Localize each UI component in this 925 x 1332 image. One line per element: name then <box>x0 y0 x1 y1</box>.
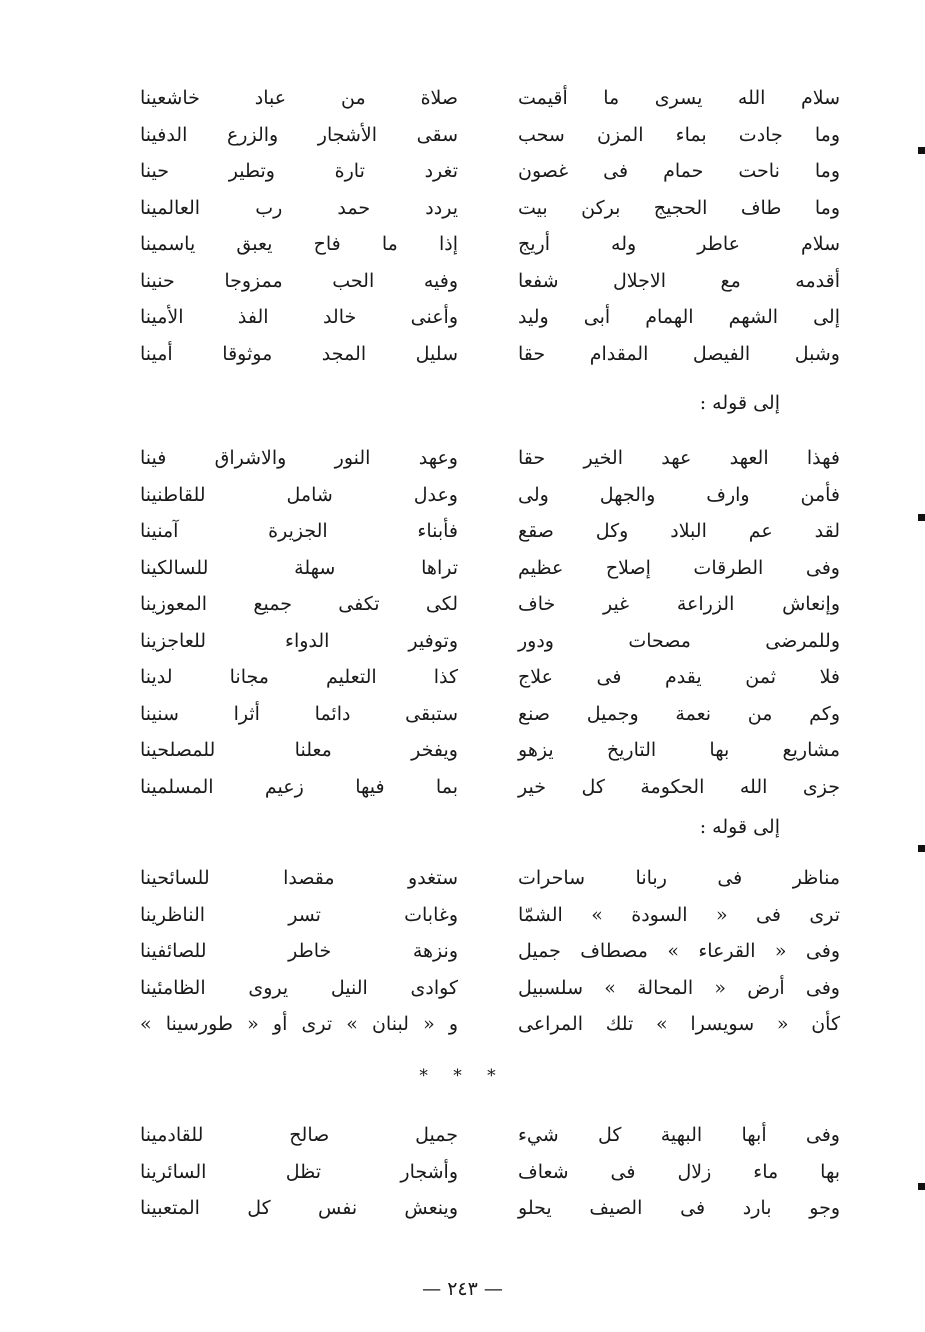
second-hemistich: وفيه الحب ممزوجا حنينا <box>140 269 458 292</box>
first-hemistich: وما طاف الحجيج بركن بيت <box>518 196 840 219</box>
second-hemistich: كوادى النيل يروى الظامئينا <box>140 976 458 999</box>
second-hemistich: وتوفير الدواء للعاجزينا <box>140 629 458 652</box>
section-separator: * * * <box>419 1066 506 1086</box>
second-hemistich: بما فيها زعيم المسلمينا <box>140 775 458 798</box>
first-hemistich: وما ناحت حمام فى غصون <box>518 160 840 182</box>
first-hemistich: وفى « القرعاء » مصطاف جميل <box>518 940 840 962</box>
verse <box>120 226 840 263</box>
verse <box>120 190 840 227</box>
first-hemistich: ترى فى « السودة » الشمّا <box>518 903 840 926</box>
second-hemistich: ونزهة خاطر للصائفينا <box>140 940 458 962</box>
first-hemistich: فأمن وارف والجهل ولى <box>518 483 840 506</box>
second-hemistich: سقى الأشجار والزرع الدفينا <box>140 123 458 146</box>
first-hemistich: لقد عم البلاد وكل صقع <box>518 520 840 542</box>
second-hemistich: ستغدو مقصدا للسائحينا <box>140 867 458 889</box>
first-hemistich: وللمرضى مصحات ودور <box>518 629 840 652</box>
verse <box>120 80 840 117</box>
second-hemistich: وعدل شامل للقاطنينا <box>140 483 458 506</box>
second-hemistich: كذا التعليم مجانا لدينا <box>140 666 458 688</box>
margin-mark <box>918 147 925 154</box>
verse <box>120 440 840 477</box>
poem-stanza-2 <box>120 440 840 805</box>
verse <box>120 117 840 154</box>
verse <box>120 696 840 733</box>
first-hemistich: أقدمه مع الاجلال شفعا <box>518 269 840 292</box>
margin-mark <box>918 845 925 852</box>
verse <box>120 550 840 587</box>
second-hemistich: و « لبنان » ترى أو « طورسينا » <box>140 1013 458 1035</box>
page-number: — ٢٤٣ — <box>422 1278 503 1300</box>
margin-mark <box>918 1183 925 1190</box>
poem-stanza-1 <box>120 80 840 372</box>
first-hemistich: إلى الشهم الهمام أبى وليد <box>518 306 840 328</box>
second-hemistich: وأشجار تظل السائرينا <box>140 1160 458 1183</box>
section-heading: إلى قوله : <box>699 816 780 838</box>
second-hemistich: فأبناء الجزيرة آمنينا <box>140 520 458 542</box>
first-hemistich: وكم من نعمة وجميل صنع <box>518 702 840 725</box>
first-hemistich: مشاريع بها التاريخ يزهو <box>518 739 840 761</box>
second-hemistich: يردد حمد رب العالمينا <box>140 196 458 219</box>
verse <box>120 1190 840 1227</box>
verse <box>120 1006 840 1043</box>
second-hemistich: لكى تكفى جميع المعوزينا <box>140 593 458 615</box>
second-hemistich: سليل المجد موثوقا أمينا <box>140 342 458 365</box>
first-hemistich: بها ماء زلال فى شعاف <box>518 1160 840 1183</box>
first-hemistich: وما جادت بماء المزن سحب <box>518 123 840 146</box>
first-hemistich: فلا ثمن يقدم فى علاج <box>518 666 840 688</box>
verse <box>120 970 840 1007</box>
first-hemistich: فهذا العهد عهد الخير حقا <box>518 447 840 469</box>
second-hemistich: صلاة من عباد خاشعينا <box>140 87 458 109</box>
first-hemistich: وإنعاش الزراعة غير خاف <box>518 593 840 615</box>
margin-mark <box>918 514 925 521</box>
verse <box>120 299 840 336</box>
second-hemistich: وغابات تسر الناظرينا <box>140 903 458 926</box>
second-hemistich: ستبقى دائما أثرا سنينا <box>140 702 458 725</box>
verse <box>120 659 840 696</box>
second-hemistich: إذا ما فاح يعبق ياسمينا <box>140 233 458 255</box>
verse <box>120 897 840 934</box>
second-hemistich: وينعش نفس كل المتعبينا <box>140 1197 458 1219</box>
section-heading: إلى قوله : <box>699 392 780 414</box>
first-hemistich: وفى أرض « المحالة » سلسبيل <box>518 976 840 999</box>
second-hemistich: جميل صالح للقادمينا <box>140 1124 458 1146</box>
second-hemistich: وأعنى خالد الفذ الأمينا <box>140 306 458 328</box>
first-hemistich: كأن « سويسرا » تلك المراعى <box>518 1013 840 1035</box>
verse <box>120 769 840 806</box>
verse <box>120 732 840 769</box>
verse <box>120 1117 840 1154</box>
second-hemistich: تغرد تارة وتطير حينا <box>140 160 458 182</box>
verse <box>120 513 840 550</box>
verse <box>120 263 840 300</box>
first-hemistich: وشبل الفيصل المقدام حقا <box>518 342 840 365</box>
first-hemistich: سلام عاطر وله أريج <box>518 233 840 255</box>
verse <box>120 477 840 514</box>
first-hemistich: سلام الله يسرى ما أقيمت <box>518 87 840 109</box>
first-hemistich: وفى الطرقات إصلاح عظيم <box>518 556 840 579</box>
poem-stanza-4 <box>120 1117 840 1227</box>
verse <box>120 336 840 373</box>
second-hemistich: ويفخر معلنا للمصلحينا <box>140 739 458 761</box>
verse <box>120 623 840 660</box>
poem-stanza-3 <box>120 860 840 1043</box>
first-hemistich: وفى أبها البهية كل شيء <box>518 1124 840 1146</box>
first-hemistich: وجو بارد فى الصيف يحلو <box>518 1197 840 1219</box>
verse <box>120 860 840 897</box>
first-hemistich: جزى الله الحكومة كل خير <box>518 775 840 798</box>
second-hemistich: تراها سهلة للسالكينا <box>140 556 458 579</box>
second-hemistich: وعهد النور والاشراق فينا <box>140 447 458 469</box>
verse <box>120 153 840 190</box>
verse <box>120 1154 840 1191</box>
verse <box>120 586 840 623</box>
verse <box>120 933 840 970</box>
first-hemistich: مناظر فى ربانا ساحرات <box>518 867 840 889</box>
